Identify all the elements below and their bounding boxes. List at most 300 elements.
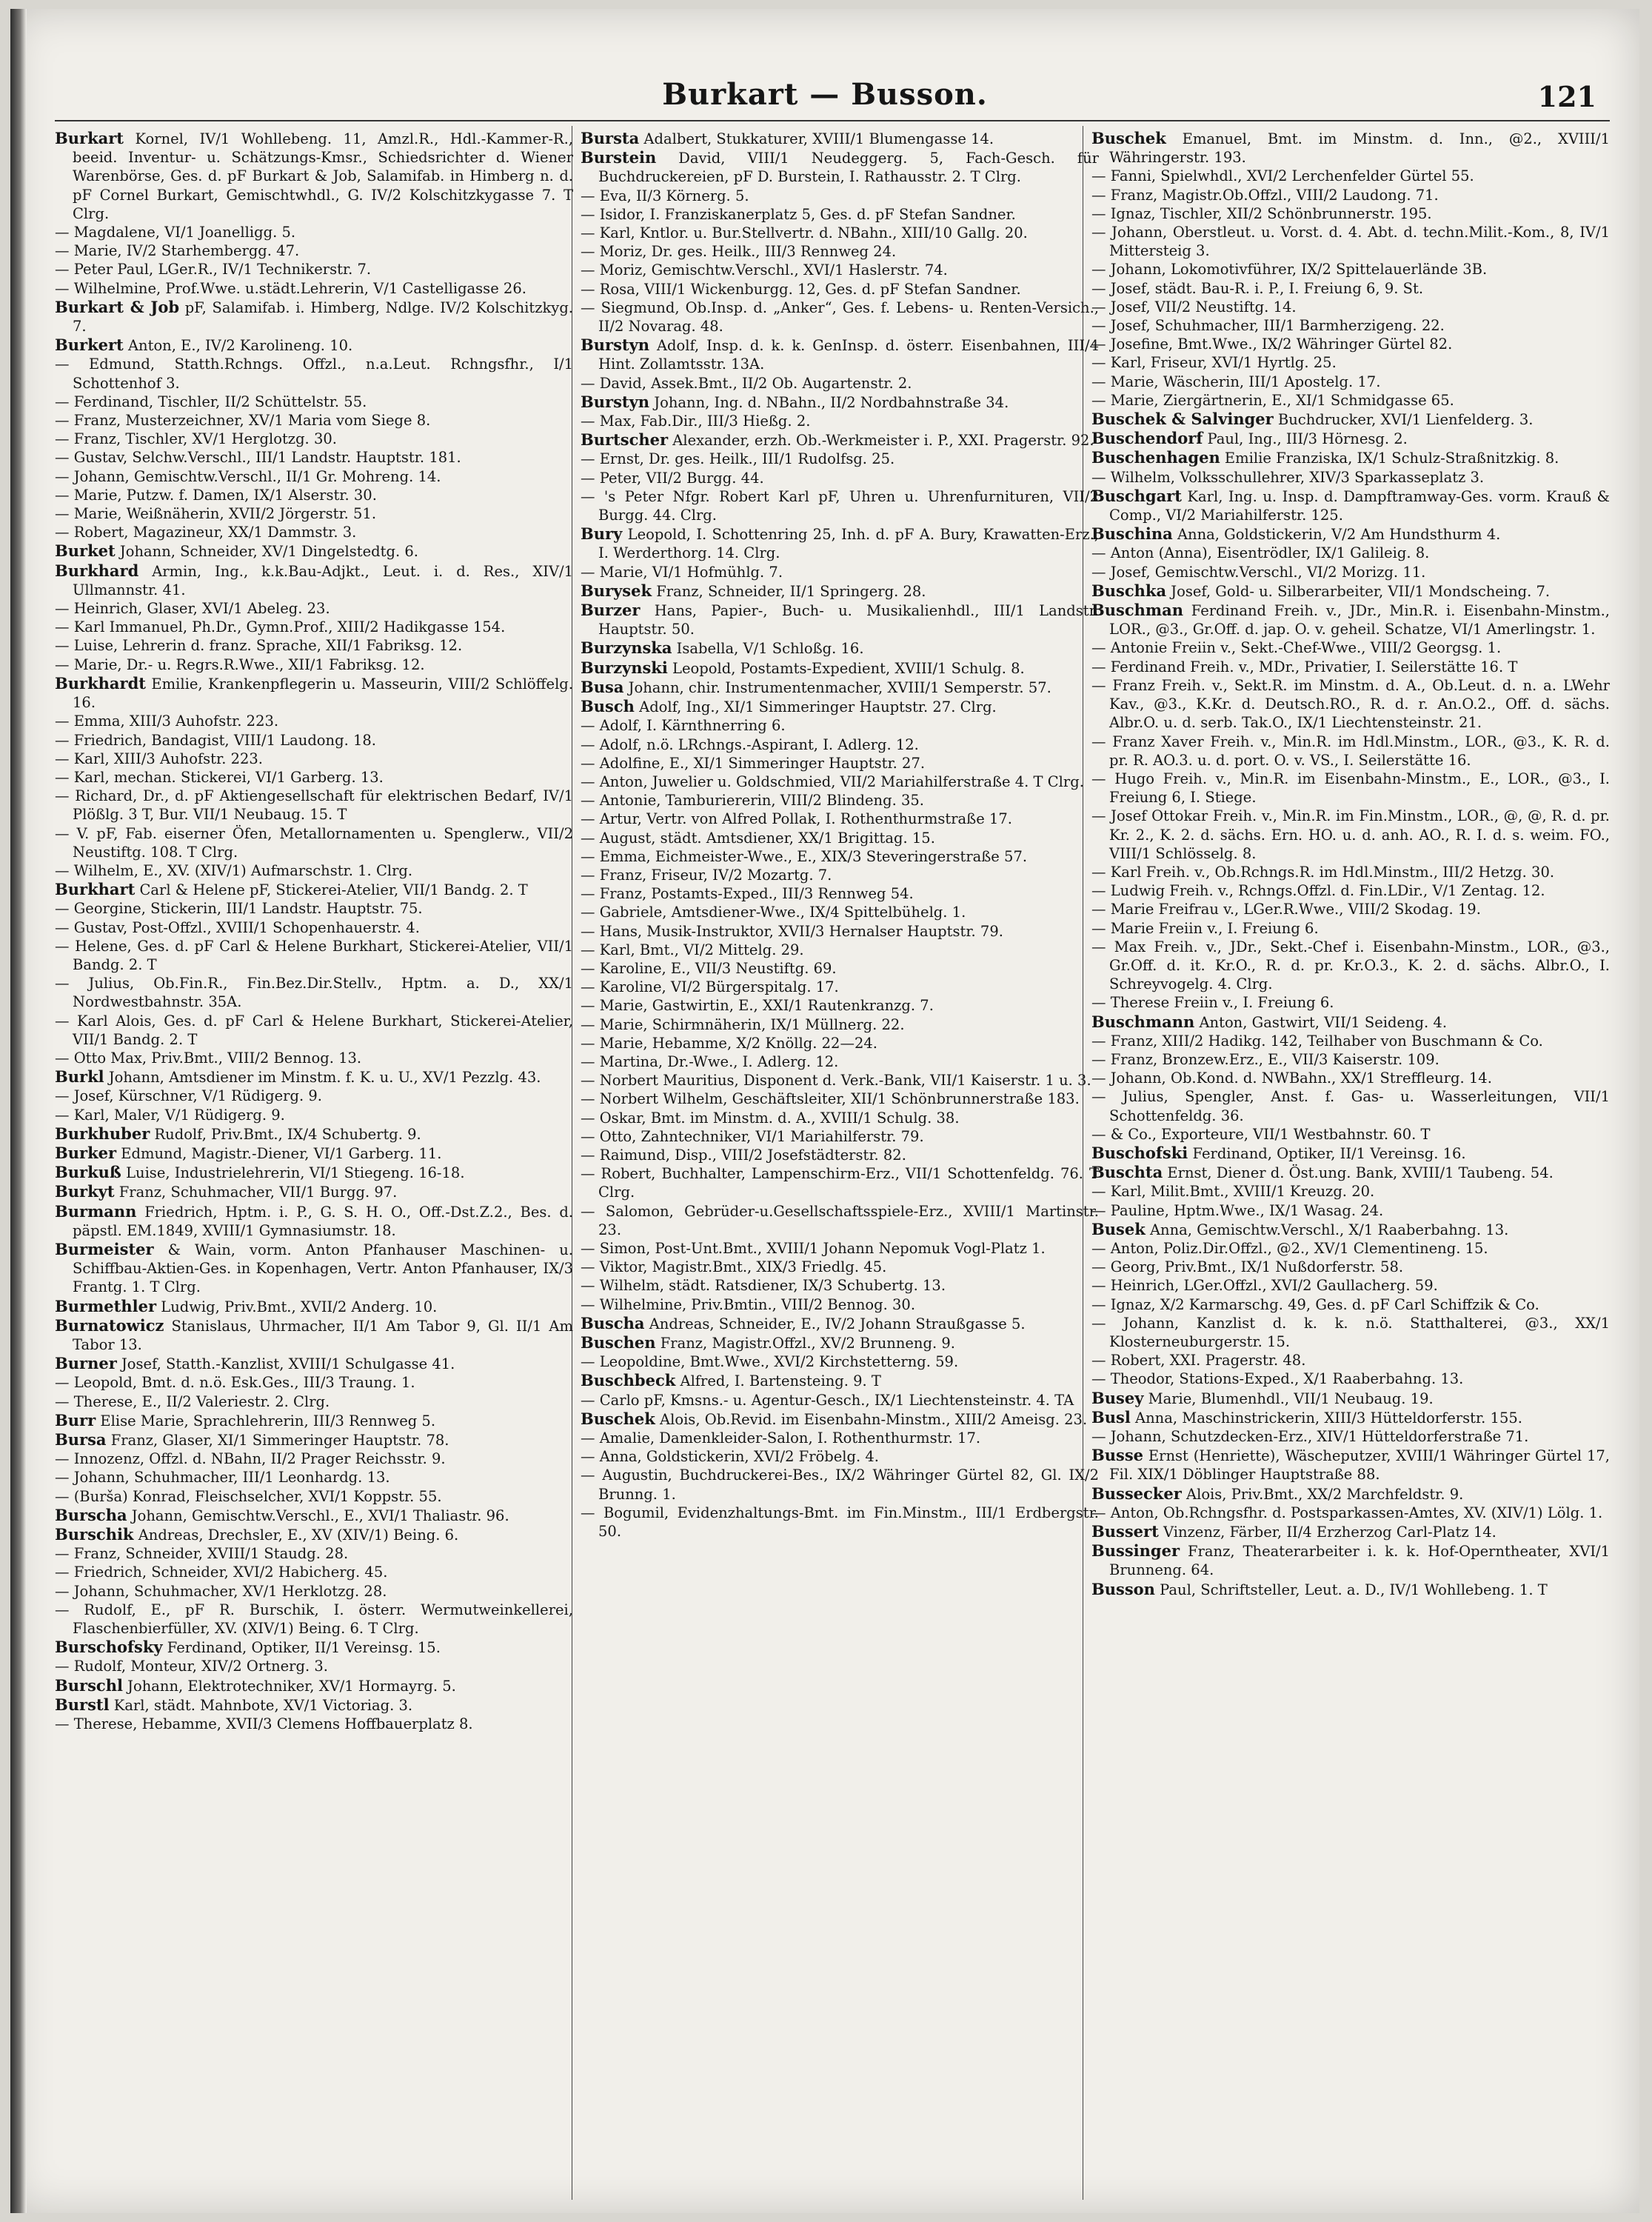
entry-text: — Max Freih. v., JDr., Sekt.-Chef i. Eisenbahn-Minstm., LOR., @3., Gr.Off. d. it. Kr.O., R. d. pr. Kr.O.3., K. 2. d. sächs. Albr.O., I. Schreyvogelg. 4. Clrg. — [1091, 938, 1610, 993]
entry-text: — Franz Xaver Freih. v., Min.R. im Hdl.Minstm., LOR., @3., K. R. d. pr. R. AO.3. u. d. port. O. v. VS., I. Seilerstätte 16. — [1091, 733, 1610, 769]
directory-entry — [1091, 676, 1610, 733]
entry-text: — Wilhelmine, Prof.Wwe. u.städt.Lehrerin, V/1 Castelligasse 26. — [55, 279, 526, 297]
entry-surname: Burkhuber — [55, 1124, 150, 1143]
entry-text: Luise, Industrielehrerin, VI/1 Stiegeng. 16-18. — [126, 1164, 465, 1182]
entry-text: Josef, Statth.-Kanzlist, XVIII/1 Schulgasse 41. — [121, 1355, 455, 1373]
entry-text: — Karl, Kntlor. u. Bur.Stellvertr. d. NBahn., XIII/10 Gallg. 20. — [581, 224, 1028, 242]
directory-entry — [581, 1447, 1099, 1466]
entry-surname: Bursta — [581, 129, 640, 147]
directory-entry — [581, 224, 1099, 242]
directory-entry — [1091, 1163, 1610, 1182]
entry-text: — Marie, Putzw. f. Damen, IX/1 Alserstr. 30. — [55, 486, 377, 504]
directory-entry — [1091, 391, 1610, 410]
directory-entry — [55, 974, 573, 1011]
entry-text: — Emma, XIII/3 Auhofstr. 223. — [55, 713, 279, 730]
entry-text: — Amalie, Damenkleider-Salon, I. Rothenthurmstr. 17. — [581, 1429, 981, 1447]
entry-text: Rudolf, Priv.Bmt., IX/4 Schubertg. 9. — [154, 1125, 421, 1143]
directory-entry — [55, 1067, 573, 1087]
entry-surname: Busse — [1091, 1446, 1144, 1465]
entry-surname: Buschta — [1091, 1163, 1163, 1182]
entry-text: Emanuel, Bmt. im Minstm. d. Inn., @2., XVIII/1 Währingerstr. 193. — [1109, 130, 1610, 167]
directory-entry — [55, 1449, 573, 1468]
entry-surname: Burkuß — [55, 1163, 121, 1182]
directory-entry — [55, 1049, 573, 1067]
directory-entry — [55, 880, 573, 899]
entry-surname: Burkhard — [55, 561, 139, 580]
page-header-title: Burkart — Busson. — [662, 77, 988, 112]
entry-surname: Busa — [581, 677, 624, 696]
entry-text: Leopold, I. Schottenring 25, Inh. d. pF A. Bury, Krawatten-Erz., I. Werderthorg. 14. Clrg. — [598, 526, 1099, 562]
entry-text: Alexander, erzh. Ob.-Werkmeister i. P., XXI. Pragerstr. 92. — [672, 432, 1094, 450]
entry-text: — Ludwig Freih. v., Rchngs.Offzl. d. Fin.LDir., V/1 Zentag. 12. — [1091, 882, 1545, 900]
entry-surname: Busey — [1091, 1388, 1144, 1407]
entry-text: — Adolfine, E., XI/1 Simmeringer Hauptstr. 27. — [581, 754, 926, 772]
directory-entry — [1091, 373, 1610, 391]
entry-text: — Karoline, E., VII/3 Neustiftg. 69. — [581, 959, 837, 977]
entry-text: — Siegmund, Ob.Insp. d. „Anker“, Ges. f. Lebens- u. Renten-Versich., II/2 Novarag. 48. — [581, 298, 1099, 336]
entry-surname: Burker — [55, 1143, 117, 1162]
directory-entry — [581, 1409, 1099, 1429]
entry-text: — Bogumil, Evidenzhaltungs-Bmt. im Fin.Minstm., III/1 Erdbergstr. 50. — [581, 1504, 1099, 1541]
directory-entry — [55, 1638, 573, 1657]
entry-text: Friedrich, Hptm. i. P., G. S. H. O., Off.-Dst.Z.2., Bes. d. päpstl. EM.1849, XVIII/1 Gymnasiumstr. 18. — [73, 1203, 573, 1239]
entry-text: & Wain, vorm. Anton Pfanhauser Maschinen- u. Schiffbau-Aktien-Ges. in Kopenhagen, Vertr. Anton Pfanhauser, IX/3 Frantg. 1. T Clrg. — [73, 1241, 573, 1296]
entry-text: Leopold, Postamts-Expedient, XVIII/1 Schulg. 8. — [672, 659, 1025, 677]
entry-text: Alois, Ob.Revid. im Eisenbahn-Minstm., XIII/2 Ameisg. 23. — [660, 1410, 1088, 1428]
directory-entry — [55, 279, 573, 298]
entry-text: — Peter, VII/2 Burgg. 44. — [581, 469, 764, 487]
directory-entry — [581, 430, 1099, 450]
directory-entry — [1091, 1182, 1610, 1201]
entry-text: Alois, Priv.Bmt., XX/2 Marchfeldstr. 9. — [1186, 1485, 1464, 1503]
entry-text: — Karl, XIII/3 Auhofstr. 223. — [55, 750, 264, 767]
entry-text: — Theodor, Stations-Exped., X/1 Raaberbahng. 13. — [1091, 1370, 1464, 1388]
directory-entry — [1091, 1087, 1610, 1124]
entry-text: — Martina, Dr.-Wwe., I. Adlerg. 12. — [581, 1052, 839, 1070]
directory-entry — [55, 1657, 573, 1675]
entry-text: — Heinrich, LGer.Offzl., XVI/2 Gaullacherg. 59. — [1091, 1277, 1438, 1295]
entry-surname: Burstyn — [581, 336, 650, 355]
entry-text: — Otto, Zahntechniker, VI/1 Mariahilferstr. 79. — [581, 1127, 924, 1145]
directory-entry — [1091, 1369, 1610, 1388]
directory-entry — [55, 241, 573, 260]
directory-entry — [1091, 186, 1610, 204]
directory-entry — [55, 824, 573, 861]
directory-entry — [581, 1239, 1099, 1258]
entry-surname: Buschina — [1091, 524, 1173, 544]
entry-text: Johann, Gemischtw.Verschl., E., XVI/1 Thaliastr. 96. — [131, 1507, 509, 1524]
entry-surname: Bussecker — [1091, 1484, 1182, 1503]
directory-entry — [581, 1391, 1099, 1409]
directory-entry — [55, 129, 573, 223]
directory-entry — [581, 1015, 1099, 1034]
entry-text: — Therese, Hebamme, XVII/3 Clemens Hoffbauerplatz 8. — [55, 1715, 473, 1733]
directory-entry — [55, 1316, 573, 1354]
directory-entry — [55, 618, 573, 636]
directory-entry — [55, 393, 573, 411]
entry-text: — Marie, Schirmnäherin, IX/1 Müllnerg. 22. — [581, 1015, 905, 1033]
entry-surname: Burner — [55, 1354, 117, 1373]
entry-surname: Burstein — [581, 148, 657, 167]
entry-surname: Bursa — [55, 1430, 107, 1449]
directory-entry — [55, 918, 573, 937]
entry-text: — Emma, Eichmeister-Wwe., E., XIX/3 Steveringerstraße 57. — [581, 847, 1028, 865]
directory-entry — [581, 810, 1099, 828]
directory-entry — [55, 1392, 573, 1411]
directory-entry — [1091, 468, 1610, 487]
directory-entry — [55, 298, 573, 336]
directory-entry — [55, 1468, 573, 1487]
entry-surname: Buscha — [581, 1313, 645, 1332]
entry-surname: Busl — [1091, 1407, 1131, 1427]
entry-text: — Franz, Musterzeichner, XV/1 Maria vom Siege 8. — [55, 412, 431, 430]
directory-entry — [1091, 1522, 1610, 1541]
entry-text: — Heinrich, Glaser, XVI/1 Abeleg. 23. — [55, 600, 330, 618]
directory-entry — [1091, 1504, 1610, 1522]
entry-text: — Edmund, Statth.Rchngs. Offzl., n.a.Leut. Rchngsfhr., I/1 Schottenhof 3. — [55, 356, 573, 392]
entry-surname: Burmethler — [55, 1296, 157, 1315]
entry-surname: Buschek — [581, 1409, 655, 1428]
entry-text: — Richard, Dr., d. pF Aktiengesellschaft für elektrischen Bedarf, IV/1 Plößlg. 3 T, Bur. VII/1 Neubaug. 15. T — [55, 787, 573, 824]
entry-text: — Gustav, Post-Offzl., XVIII/1 Schopenhauerstr. 4. — [55, 918, 420, 936]
entry-text: — Franz, XIII/2 Hadikg. 142, Teilhaber von Buschmann & Co. — [1091, 1032, 1543, 1050]
entry-surname: Burkl — [55, 1067, 104, 1087]
entry-text: — Josef Ottokar Freih. v., Min.R. im Fin.Minstm., LOR., @, @, R. d. pr. Kr. 2., K. 2. d. sächs. Ern. HO. u. d. anh. AO., R. I. d. s. weim. FO., VIII/1 Schlösselg. 8. — [1091, 807, 1610, 862]
entry-text: — Oskar, Bmt. im Minstm. d. A., XVIII/1 Schulg. 38. — [581, 1109, 960, 1127]
directory-entry — [1091, 900, 1610, 918]
directory-entry — [55, 899, 573, 918]
directory-entry — [581, 487, 1099, 524]
directory-entry — [581, 242, 1099, 261]
entry-text: — Karl, Maler, V/1 Rüdigerg. 9. — [55, 1106, 285, 1124]
entry-surname: Burstyn — [581, 392, 650, 411]
directory-entry — [55, 937, 573, 974]
entry-text: — Carlo pF, Kmsns.- u. Agentur-Gesch., IX/1 Liechtensteinstr. 4. TA — [581, 1391, 1074, 1409]
entry-text: — Franz, Magistr.Ob.Offzl., VIII/2 Laudong. 71. — [1091, 186, 1439, 204]
directory-entry — [55, 355, 573, 392]
entry-text: — Josef, städt. Bau-R. i. P., I. Freiung 6, 9. St. — [1091, 279, 1424, 297]
directory-entry — [55, 467, 573, 486]
directory-entry — [55, 561, 573, 599]
entry-surname: Buschendorf — [1091, 429, 1203, 448]
directory-entry — [581, 1276, 1099, 1295]
entry-text: — Robert, Magazineur, XX/1 Dammstr. 3. — [55, 524, 357, 541]
directory-entry — [1091, 223, 1610, 260]
entry-text: — Viktor, Magistr.Bmt., XIX/3 Friedlg. 45. — [581, 1258, 887, 1276]
directory-entry — [1091, 1144, 1610, 1163]
entry-text: — Gustav, Selchw.Verschl., III/1 Landstr. Hauptstr. 181. — [55, 449, 461, 467]
directory-page — [10, 9, 1639, 2213]
directory-entry — [581, 1090, 1099, 1108]
directory-entry — [1091, 524, 1610, 544]
entry-surname: Buschen — [581, 1333, 656, 1352]
directory-entry — [1091, 1389, 1610, 1408]
entry-text: Ferdinand Freih. v., JDr., Min.R. i. Eisenbahn-Minstm., LOR., @3., Gr.Off. d. jap. O. v. geheil. Schatze, VI/1 Amerlingstr. 1. — [1109, 602, 1610, 638]
entry-surname: Burschl — [55, 1675, 123, 1695]
entry-surname: Buschek — [1091, 129, 1166, 147]
entry-surname: Burkhardt — [55, 673, 146, 693]
entry-text: Stanislaus, Uhrmacher, II/1 Am Tabor 9, Gl. II/1 Am Tabor 13. — [73, 1317, 573, 1353]
directory-entry — [55, 861, 573, 880]
directory-entry — [581, 1466, 1099, 1503]
entry-surname: Burmann — [55, 1201, 137, 1221]
entry-text: — Antonie Freiin v., Sekt.-Chef-Wwe., VIII/2 Georgsg. 1. — [1091, 639, 1502, 657]
entry-text: — Wilhelm, städt. Ratsdiener, IX/3 Schubertg. 13. — [581, 1277, 946, 1295]
entry-text: Josef, Gold- u. Silberarbeiter, VII/1 Mondscheing. 7. — [1171, 582, 1551, 600]
entry-surname: Bussert — [1091, 1522, 1159, 1541]
entry-text: — Max, Fab.Dir., III/3 Hießg. 2. — [581, 413, 811, 430]
directory-entry — [1091, 353, 1610, 372]
directory-entry — [55, 674, 573, 712]
directory-entry — [581, 866, 1099, 884]
directory-entry — [581, 638, 1099, 658]
entry-text: Franz, Schneider, II/1 Springerg. 28. — [656, 582, 926, 600]
directory-entry — [1091, 881, 1610, 900]
entry-text: — Josef, VII/2 Neustiftg. 14. — [1091, 298, 1297, 316]
entry-surname: Burschik — [55, 1525, 134, 1544]
entry-text: — Franz, Tischler, XV/1 Herglotzg. 30. — [55, 430, 337, 448]
directory-entry — [55, 1163, 573, 1182]
entry-text: — Karl, mechan. Stickerei, VI/1 Garberg. 13. — [55, 768, 384, 786]
directory-entry — [581, 941, 1099, 959]
entry-text: Johann, chir. Instrumentenmacher, XVIII/1 Semperstr. 57. — [628, 678, 1051, 696]
entry-text: — Anna, Goldstickerin, XVI/2 Fröbelg. 4. — [581, 1448, 880, 1466]
entry-text: — Josef, Schuhmacher, III/1 Barmherzigeng. 22. — [1091, 317, 1445, 335]
directory-entry — [55, 1240, 573, 1297]
directory-entry — [1091, 1446, 1610, 1484]
directory-entry — [581, 884, 1099, 903]
entry-text: — Gabriele, Amtsdiener-Wwe., IX/4 Spittelbühelg. 1. — [581, 904, 966, 921]
directory-entry — [581, 1164, 1099, 1201]
entry-text: Alfred, I. Bartensteing. 9. T — [680, 1372, 881, 1390]
entry-text: — Anton, Ob.Rchngsfhr. d. Postsparkassen-Amtes, XV. (XIV/1) Lölg. 1. — [1091, 1504, 1603, 1521]
directory-entry — [1091, 993, 1610, 1012]
entry-text: Paul, Schriftsteller, Leut. a. D., IV/1 Wohllebeng. 1. T — [1160, 1581, 1548, 1598]
entry-text: Johann, Ing. d. NBahn., II/2 Nordbahnstraße 34. — [654, 393, 1009, 411]
entry-surname: Busek — [1091, 1219, 1146, 1238]
entry-text: — Karl Immanuel, Ph.Dr., Gymn.Prof., XIII/2 Hadikgasse 154. — [55, 618, 506, 636]
entry-text: — Johann, Schuhmacher, III/1 Leonhardg. 13. — [55, 1469, 390, 1487]
entry-text: — Hans, Musik-Instruktor, XVII/3 Hernalser Hauptstr. 79. — [581, 922, 1003, 940]
entry-text: — Johann, Schutzdecken-Erz., XIV/1 Hütteldorferstraße 71. — [1091, 1428, 1529, 1446]
directory-entry — [581, 697, 1099, 716]
entry-text: — Marie, Weißnäherin, XVII/2 Jörgerstr. 51. — [55, 505, 377, 523]
directory-entry — [1091, 1125, 1610, 1144]
directory-entry — [581, 601, 1099, 638]
column-1 — [55, 129, 573, 2195]
directory-entry — [581, 148, 1099, 186]
entry-text: Hans, Papier-, Buch- u. Musikalienhdl., III/1 Landstr. Hauptstr. 50. — [598, 602, 1099, 638]
directory-entry — [1091, 279, 1610, 298]
entry-text: Edmund, Magistr.-Diener, VI/1 Garberg. 11. — [121, 1144, 442, 1162]
entry-surname: Bussinger — [1091, 1541, 1180, 1561]
entry-text: Kornel, IV/1 Wohllebeng. 11, Amzl.R., Hdl.-Kammer-R., beeid. Inventur- u. Schätzungs-Kmsr., Schiedsrichter d. Wiener Warenbörse, Ges. d. pF Burkart & Job, Salamifab. in Himberg n. d. pF Cornel Burkart, Gemischtwhdl., G. IV/2 Kolschitzkygasse 7. T Clrg. — [73, 130, 573, 222]
entry-surname: Burzynski — [581, 658, 668, 677]
entry-text: — Peter Paul, LGer.R., IV/1 Technikerstr. 7. — [55, 261, 372, 278]
directory-entry — [55, 1106, 573, 1124]
directory-entry — [1091, 581, 1610, 601]
entry-surname: Burkart & Job — [55, 297, 180, 316]
directory-entry — [55, 486, 573, 504]
entry-text: — Marie Freiin v., I. Freiung 6. — [1091, 919, 1319, 937]
entry-text: — Adolf, I. Kärnthnerring 6. — [581, 717, 786, 735]
entry-surname: Burzynska — [581, 638, 672, 658]
entry-text: — Franz Freih. v., Sekt.R. im Minstm. d. A., Ob.Leut. d. n. a. LWehr Kav., @3., K.Kr. d. Deutsch.RO., R. d. r. An.O.2., Off. d. sächs. Albr.O. u. d. serb. Tak.O., IX/1 Liechtensteinstr. 21. — [1091, 676, 1610, 732]
directory-entry — [55, 636, 573, 655]
entry-text: — Karl, Bmt., VI/2 Mittelg. 29. — [581, 941, 804, 958]
entry-text: Armin, Ing., k.k.Bau-Adjkt., Leut. i. d. Res., XIV/1 Ullmannstr. 41. — [73, 562, 573, 598]
entry-text: — Georg, Priv.Bmt., IX/1 Nußdorferstr. 58. — [1091, 1258, 1404, 1276]
directory-entry — [581, 829, 1099, 847]
entry-text: — Josef, Kürschner, V/1 Rüdigerg. 9. — [55, 1087, 322, 1105]
directory-entry — [581, 1258, 1099, 1276]
entry-text: Johann, Elektrotechniker, XV/1 Hormayrg. 5. — [127, 1677, 456, 1695]
directory-entry — [1091, 658, 1610, 676]
directory-entry — [55, 1144, 573, 1163]
directory-entry — [1091, 448, 1610, 467]
entry-text: Emilie Franziska, IX/1 Schulz-Straßnitzkig. 8. — [1224, 450, 1559, 467]
directory-entry — [1091, 807, 1610, 863]
entry-text: — Marie, VI/1 Hofmühlg. 7. — [581, 563, 783, 581]
directory-entry — [55, 712, 573, 730]
directory-entry — [1091, 1069, 1610, 1087]
directory-entry — [581, 563, 1099, 581]
directory-entry — [581, 678, 1099, 697]
directory-entry — [55, 223, 573, 241]
directory-entry — [581, 773, 1099, 791]
directory-entry — [55, 599, 573, 618]
directory-entry — [581, 1034, 1099, 1052]
entry-surname: Burnatowicz — [55, 1315, 164, 1335]
entry-text: Ernst (Henriette), Wäscheputzer, XVIII/1 Währinger Gürtel 17, Fil. XIX/1 Döblinger Hauptstraße 88. — [1109, 1447, 1610, 1484]
entry-surname: Burr — [55, 1410, 96, 1429]
entry-text: — Friedrich, Schneider, XVI/2 Habicherg. 45. — [55, 1564, 388, 1581]
entry-surname: Buschmann — [1091, 1012, 1195, 1031]
entry-surname: Buschman — [1091, 601, 1183, 620]
directory-entry — [55, 1695, 573, 1715]
directory-entry — [1091, 129, 1610, 167]
directory-entry — [581, 1295, 1099, 1314]
directory-entry — [581, 996, 1099, 1015]
entry-text: — Artur, Vertr. von Alfred Pollak, I. Rothenthurmstraße 17. — [581, 810, 1012, 828]
entry-text: — Franz, Schneider, XVIII/1 Staudg. 28. — [55, 1545, 349, 1563]
entry-surname: Burstl — [55, 1695, 110, 1714]
directory-entry — [1091, 1239, 1610, 1258]
entry-text: — Anton (Anna), Eisentrödler, IX/1 Galileig. 8. — [1091, 544, 1430, 562]
entry-text: — Rudolf, E., pF R. Burschik, I. österr. Wermutweinkellerei, Flaschenbierfüller, XV. (XIV/1) Being. 6. T Clrg. — [55, 1601, 573, 1638]
entry-text: Anna, Maschinstrickerin, XIII/3 Hütteldorferstr. 155. — [1135, 1409, 1522, 1427]
entry-text: — Ferdinand Freih. v., MDr., Privatier, I. Seilerstätte 16. T — [1091, 658, 1518, 675]
directory-entry — [1091, 1314, 1610, 1351]
directory-entry — [581, 261, 1099, 279]
entry-text: — Johann, Kanzlist d. k. k. n.ö. Statthalterei, @3., XX/1 Klosterneuburgerstr. 15. — [1091, 1314, 1610, 1350]
directory-entry — [1091, 1408, 1610, 1427]
entry-text: Franz, Schuhmacher, VII/1 Burgg. 97. — [118, 1184, 398, 1201]
directory-entry — [55, 1487, 573, 1506]
entry-text: — Antonie, Tamburiererin, VIII/2 Blindeng. 35. — [581, 792, 924, 810]
directory-entry — [55, 448, 573, 467]
directory-entry — [55, 1087, 573, 1105]
directory-entry — [55, 1411, 573, 1430]
directory-entry — [55, 655, 573, 674]
directory-entry — [55, 1373, 573, 1392]
entry-text: — Julius, Ob.Fin.R., Fin.Bez.Dir.Stellv., Hptm. a. D., XX/1 Nordwestbahnstr. 35A. — [55, 975, 573, 1011]
entry-surname: Burtscher — [581, 430, 669, 450]
directory-entry — [55, 1354, 573, 1373]
entry-text: — Magdalene, VI/1 Joanelligg. 5. — [55, 224, 296, 241]
entry-surname: Burysek — [581, 581, 652, 600]
entry-text: — Pauline, Hptm.Wwe., IX/1 Wasag. 24. — [1091, 1201, 1384, 1219]
directory-entry — [1091, 167, 1610, 185]
entry-text: — Adolf, n.ö. LRchngs.-Aspirant, I. Adlerg. 12. — [581, 735, 919, 753]
directory-entry — [1091, 919, 1610, 938]
entry-text: — Wilhelm, Volksschullehrer, XIV/3 Sparkasseplatz 3. — [1091, 468, 1485, 486]
entry-text: Franz, Theaterarbeiter i. k. k. Hof-Operntheater, XVI/1 Brunneng. 64. — [1109, 1543, 1610, 1579]
directory-entry — [581, 524, 1099, 562]
directory-entry — [55, 1506, 573, 1525]
directory-entry — [581, 1127, 1099, 1146]
entry-text: — Luise, Lehrerin d. franz. Sprache, XII/1 Fabriksg. 12. — [55, 637, 463, 655]
entry-text: — Ernst, Dr. ges. Heilk., III/1 Rudolfsg. 25. — [581, 450, 895, 468]
directory-entry — [581, 336, 1099, 373]
directory-entry — [1091, 863, 1610, 881]
directory-entry — [55, 731, 573, 750]
entry-text: — Karl, Milit.Bmt., XVIII/1 Kreuzg. 20. — [1091, 1183, 1375, 1201]
entry-surname: Buschbeck — [581, 1371, 676, 1390]
entry-surname: Busson — [1091, 1579, 1155, 1598]
directory-entry — [55, 336, 573, 355]
entry-text: Ernst, Diener d. Öst.ung. Bank, XVIII/1 Taubeng. 54. — [1167, 1164, 1554, 1182]
entry-text: — Rudolf, Monteur, XIV/2 Ortnerg. 3. — [55, 1658, 328, 1675]
entry-surname: Burzer — [581, 601, 641, 620]
entry-surname: Burscha — [55, 1505, 127, 1524]
entry-surname: Burkhart — [55, 880, 136, 899]
entry-text: Anna, Gemischtw.Verschl., X/1 Raaberbahng. 13. — [1149, 1221, 1509, 1238]
directory-entry — [581, 581, 1099, 601]
directory-entry — [1091, 260, 1610, 278]
entry-text: Vinzenz, Färber, II/4 Erzherzog Carl-Platz 14. — [1163, 1524, 1497, 1541]
entry-text: Karl, Ing. u. Insp. d. Dampftramway-Ges. vorm. Krauß & Comp., VI/2 Mariahilferstr. 125. — [1109, 487, 1610, 524]
directory-entry — [581, 393, 1099, 412]
entry-surname: Buschka — [1091, 581, 1167, 600]
directory-entry — [1091, 335, 1610, 353]
entry-text: — Franz, Postamts-Exped., III/3 Rennweg 54. — [581, 885, 914, 903]
entry-text: Adolf, Insp. d. k. k. GenInsp. d. österr. Eisenbahnen, III/4 Hint. Zollamtsstr. 13A. — [598, 337, 1099, 373]
directory-entry — [1091, 1258, 1610, 1276]
directory-entry — [1091, 770, 1610, 807]
directory-entry — [55, 1124, 573, 1144]
directory-entry — [581, 205, 1099, 224]
entry-text: — Karoline, VI/2 Bürgerspitalg. 17. — [581, 978, 839, 996]
entry-text: — Johann, Schuhmacher, XV/1 Herklotzg. 28. — [55, 1582, 387, 1600]
entry-surname: Busch — [581, 697, 635, 716]
entry-text: Carl & Helene pF, Stickerei-Atelier, VII/1 Bandg. 2. T — [139, 881, 528, 899]
entry-text: — Rosa, VIII/1 Wickenburgg. 12, Ges. d. pF Stefan Sandner. — [581, 280, 1021, 298]
entry-text: Elise Marie, Sprachlehrerin, III/3 Rennweg 5. — [100, 1412, 436, 1429]
entry-text: — Wilhelmine, Priv.Bmtin., VIII/2 Bennog. 30. — [581, 1295, 916, 1313]
directory-entry — [55, 1601, 573, 1638]
directory-entry — [55, 1676, 573, 1695]
entry-text: — Anton, Poliz.Dir.Offzl., @2., XV/1 Clementineng. 15. — [1091, 1239, 1488, 1257]
directory-entry — [1091, 1276, 1610, 1295]
entry-text: — Robert, Buchhalter, Lampenschirm-Erz., VII/1 Schottenfeldg. 76. T Clrg. — [581, 1165, 1099, 1201]
directory-entry — [1091, 1580, 1610, 1599]
directory-entry — [55, 1563, 573, 1581]
directory-entry — [1091, 1484, 1610, 1504]
entry-text: — Leopoldine, Bmt.Wwe., XVI/2 Kirchstetterng. 59. — [581, 1353, 959, 1371]
directory-entry — [581, 1371, 1099, 1390]
entry-surname: Burschofsky — [55, 1638, 163, 1657]
